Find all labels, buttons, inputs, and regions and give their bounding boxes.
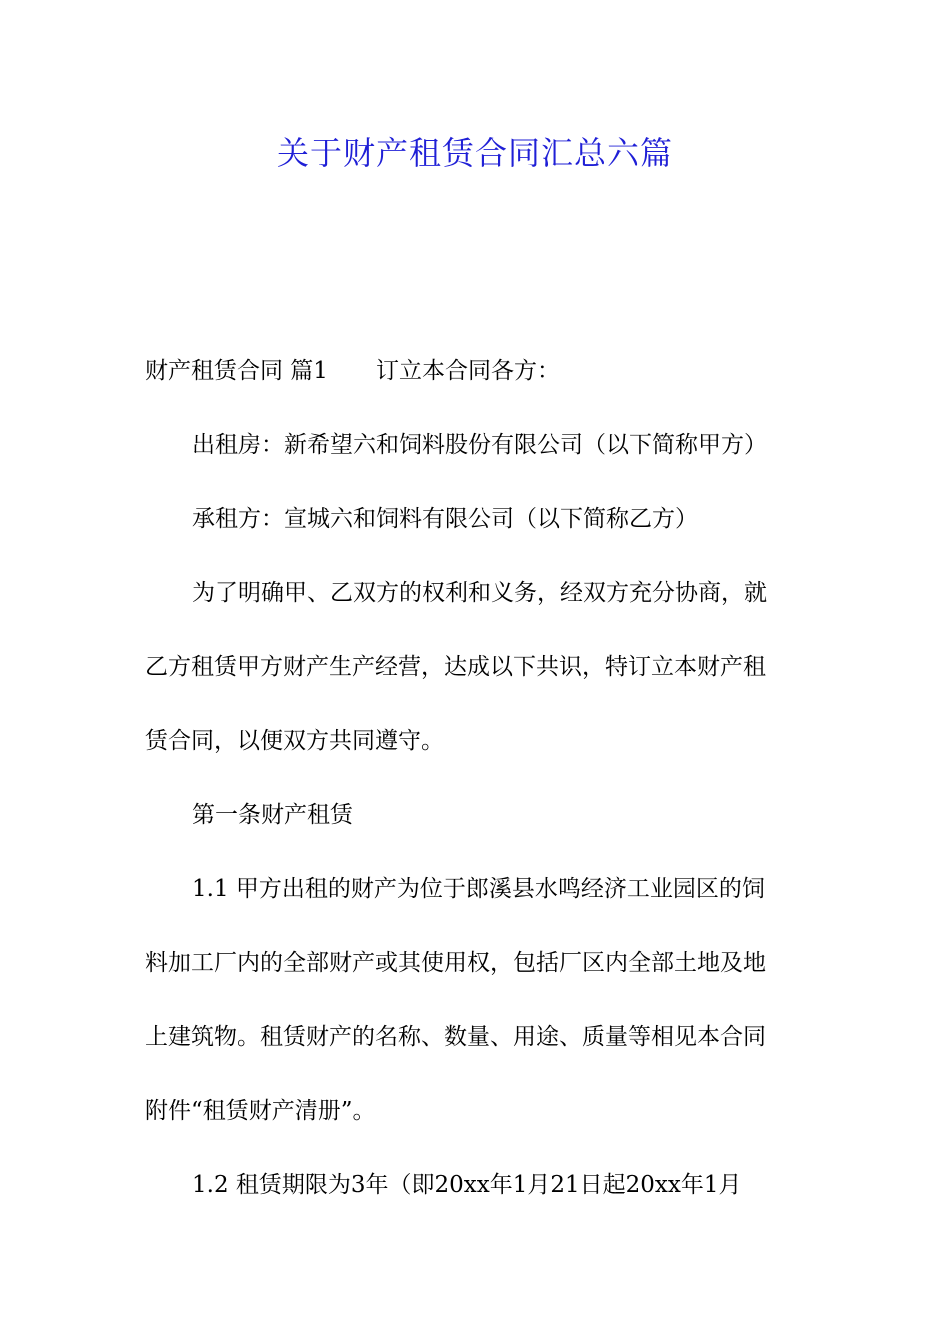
clause-line: 1.2 租赁期限为3年（即20xx年1月21日起20xx年1月 [192,1172,742,1198]
contract-heading-line [145,334,805,408]
clause-line: 料加工厂内的全部财产或其使用权，包括厂区内全部土地及地 [145,950,766,976]
lessee-line: 承租方：宣城六和饲料有限公司（以下简称乙方） [192,506,698,532]
document-title: 关于财产租赁合同汇总六篇 [276,134,673,172]
clause-line: 附件“租赁财产清册”。 [145,1098,376,1124]
lessor-line: 出租房：新希望六和饲料股份有限公司（以下简称甲方） [192,432,767,458]
paragraph-line: 乙方租赁甲方财产生产经营，达成以下共识，特订立本财产租 [145,654,766,680]
contract-parties-heading: 订立本合同各方： [375,358,560,384]
paragraph-line: 赁合同，以便双方共同遵守。 [145,728,444,754]
clause-line: 上建筑物。租赁财产的名称、数量、用途、质量等相见本合同 [145,1024,766,1050]
clause-line: 1.1 甲方出租的财产为位于郎溪县水鸣经济工业园区的饲 [192,876,765,902]
paragraph-line: 为了明确甲、乙双方的权利和义务，经双方充分协商，就 [192,580,767,606]
contract-heading-label: 财产租赁合同 篇1 [145,358,328,384]
document-body [145,334,805,1222]
article-heading: 第一条财产租赁 [192,802,353,828]
